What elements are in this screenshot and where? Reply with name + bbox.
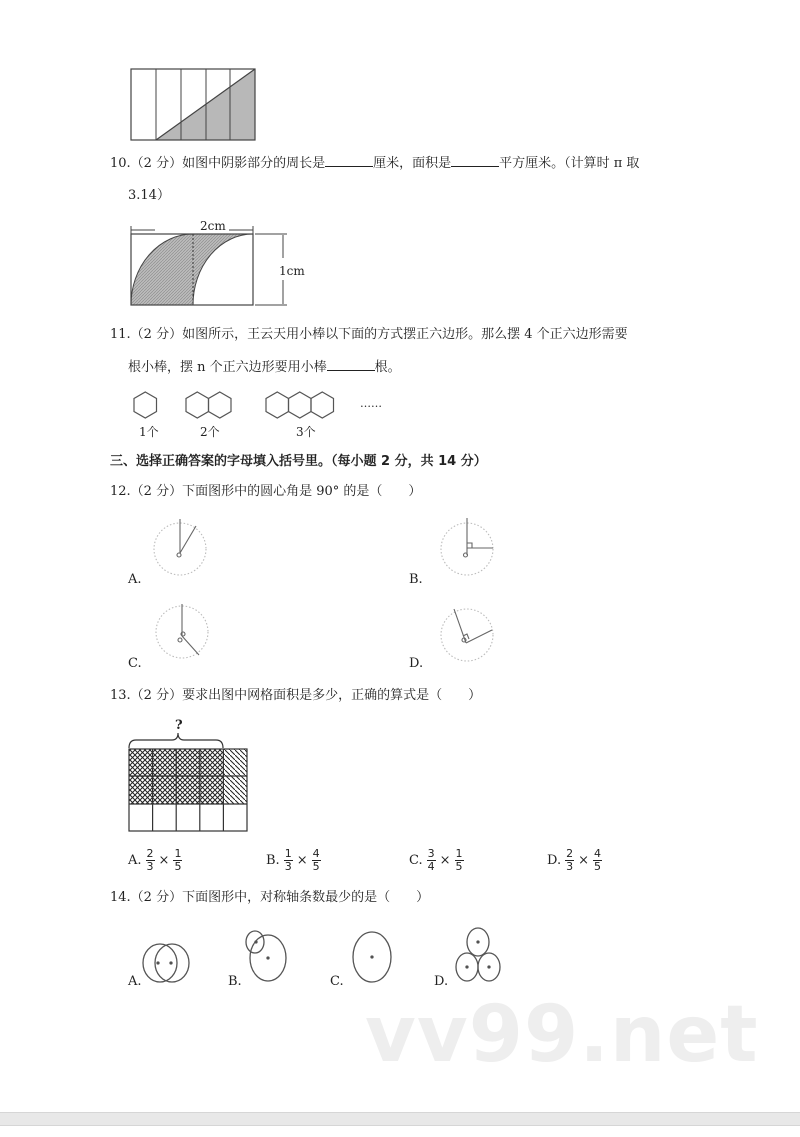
- ellipsis: ……: [360, 397, 382, 410]
- denominator: 3: [146, 860, 154, 873]
- denominator: 5: [594, 860, 601, 873]
- times-sign: ×: [296, 853, 308, 868]
- denominator: 3: [566, 860, 574, 873]
- hex-label: 1个: [139, 425, 159, 439]
- numerator: 1: [174, 847, 182, 860]
- option-label: D.: [547, 853, 562, 868]
- option-c[interactable]: C.: [128, 656, 142, 671]
- hex-label: 3个: [296, 425, 316, 439]
- question-mark: ?: [175, 718, 183, 733]
- denominator: 5: [174, 860, 182, 873]
- option-d[interactable]: D.: [409, 656, 424, 671]
- q11-text: 根。: [374, 360, 401, 375]
- question-12: 12.（2 分）下面图形中的圆心角是 90° 的是（ ）: [110, 484, 422, 499]
- option-b[interactable]: B.: [228, 974, 242, 989]
- watermark: vv99.net: [365, 990, 759, 1080]
- q11-text: 根小棒，摆 n 个正六边形要用小棒: [128, 360, 327, 375]
- page-separator: [0, 1112, 800, 1126]
- option-label: A.: [128, 853, 142, 868]
- denominator: 3: [284, 860, 292, 873]
- option-d[interactable]: D.: [434, 974, 449, 989]
- numerator: 4: [312, 847, 320, 860]
- times-sign: ×: [158, 853, 170, 868]
- times-sign: ×: [439, 853, 451, 868]
- q10-text: 10.（2 分）如图中阴影部分的周长是: [110, 156, 326, 171]
- question-14: 14.（2 分）下面图形中，对称轴条数最少的是（ ）: [110, 890, 430, 905]
- height-label: 1cm: [279, 264, 305, 278]
- width-label: 2cm: [200, 219, 226, 233]
- option-label: C.: [409, 853, 423, 868]
- option-c[interactable]: C.: [330, 974, 344, 989]
- numerator: 2: [566, 847, 574, 860]
- option-b[interactable]: B.: [409, 572, 423, 587]
- denominator: 4: [427, 860, 435, 873]
- denominator: 5: [455, 860, 463, 873]
- numerator: 1: [455, 847, 463, 860]
- numerator: 3: [427, 847, 435, 860]
- option-a[interactable]: A.: [128, 974, 142, 989]
- hex-label: 2个: [200, 425, 220, 439]
- section-title: 三、选择正确答案的字母填入括号里。（每小题 2 分，共 14 分）: [110, 454, 487, 469]
- times-sign: ×: [578, 853, 589, 868]
- q10-text: 厘米，面积是: [373, 156, 452, 171]
- q10-text: 平方厘米。（计算时 π 取: [499, 156, 640, 171]
- numerator: 1: [284, 847, 292, 860]
- question-11: 11.（2 分）如图所示，王云天用小棒以下面的方式摆正六边形。那么摆 4 个正六边形需要: [110, 327, 628, 342]
- option-label: B.: [266, 853, 280, 868]
- option-a[interactable]: A.: [128, 572, 142, 587]
- numerator: 2: [146, 847, 154, 860]
- numerator: 4: [594, 847, 601, 860]
- question-13: 13.（2 分）要求出图中网格面积是多少，正确的算式是（ ）: [110, 688, 482, 703]
- denominator: 5: [312, 860, 320, 873]
- q10-text-line2: 3.14）: [128, 188, 170, 203]
